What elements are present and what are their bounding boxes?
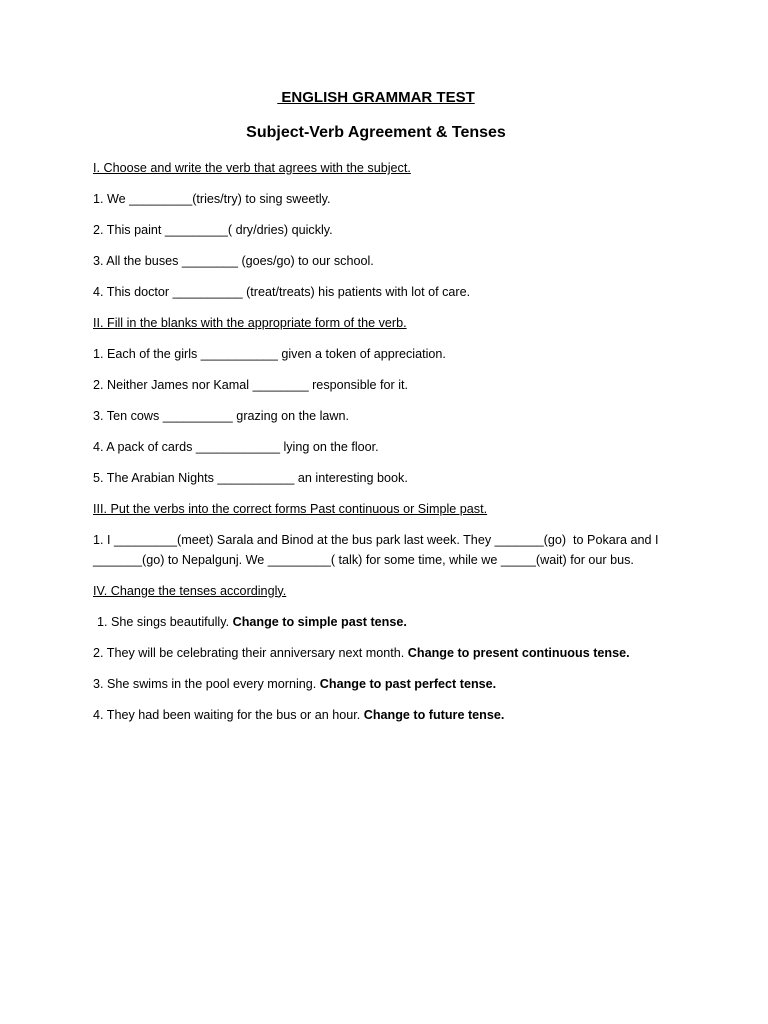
question-item: 3. All the buses ________ (goes/go) to our school.: [93, 254, 374, 268]
question-item: 5. The Arabian Nights ___________ an interesting book.: [93, 471, 408, 485]
question-item: [93, 675, 683, 695]
question-item: [93, 531, 683, 570]
test-content: [93, 159, 683, 737]
question-item: 4. A pack of cards ____________ lying on the floor.: [93, 440, 379, 454]
question-item: 3. Ten cows __________ grazing on the lawn.: [93, 409, 350, 423]
question-sentence: 3. She swims in the pool every morning.: [93, 676, 320, 691]
page-subtitle: Subject-Verb Agreement & Tenses: [246, 124, 506, 141]
section-1-heading: I. Choose and write the verb that agrees with the subject.: [93, 161, 411, 175]
question-sentence: 4. They had been waiting for the bus or an hour.: [93, 707, 364, 722]
question-item: [93, 644, 683, 664]
page-title: ENGLISH GRAMMAR TEST: [277, 89, 475, 106]
question-instruction: Change to present continuous tense.: [407, 645, 630, 660]
question-line: 1. I _________(meet) Sarala and Binod at the bus park last week. They _______(go) to Pokara and I: [93, 533, 659, 547]
question-item: 1. We _________(tries/try) to sing sweetly.: [93, 192, 331, 206]
question-item: 1. Each of the girls ___________ given a token of appreciation.: [93, 347, 446, 361]
section-3-heading: III. Put the verbs into the correct forms Past continuous or Simple past.: [93, 502, 488, 516]
question-item: 2. Neither James nor Kamal ________ responsible for it.: [93, 378, 409, 392]
question-item: [93, 613, 683, 633]
question-instruction: Change to future tense.: [363, 707, 505, 722]
question-item: 2. This paint _________( dry/dries) quickly.: [93, 223, 333, 237]
section-4-heading: IV. Change the tenses accordingly.: [93, 583, 287, 598]
section-2-heading: II. Fill in the blanks with the appropriate form of the verb.: [93, 316, 407, 330]
question-sentence: 1. She sings beautifully.: [97, 614, 233, 629]
question-item: 4. This doctor __________ (treat/treats) his patients with lot of care.: [93, 285, 471, 299]
question-sentence: 2. They will be celebrating their anniversary next month.: [93, 645, 408, 660]
question-instruction: Change to past perfect tense.: [319, 676, 497, 691]
question-item: [93, 706, 683, 726]
question-line: _______(go) to Nepalgunj. We _________( talk) for some time, while we _____(wait) for our bus.: [93, 552, 634, 567]
question-instruction: Change to simple past tense.: [232, 614, 407, 629]
